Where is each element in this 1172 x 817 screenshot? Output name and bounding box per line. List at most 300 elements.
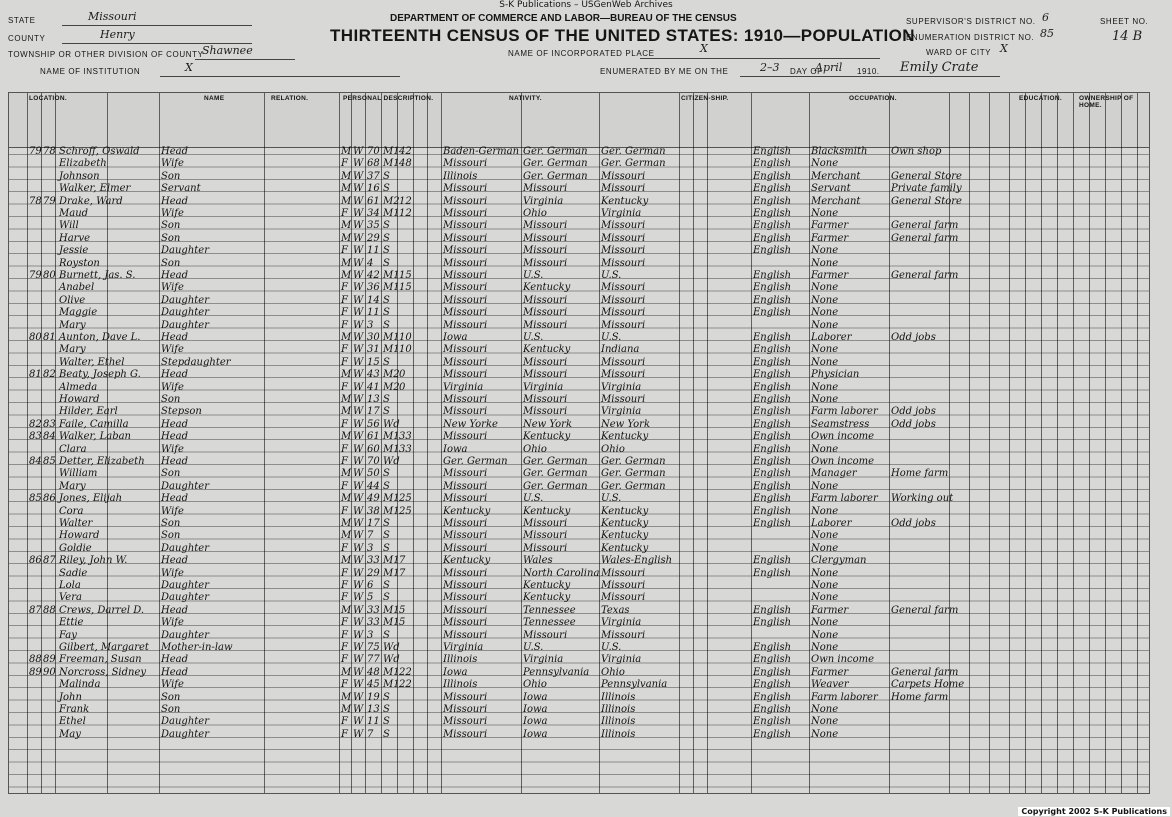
- cell-mborn: Ger. German: [601, 480, 666, 492]
- cell-yrs: 10: [399, 344, 412, 356]
- cell-fborn: Missouri: [523, 406, 568, 418]
- cell-race: W: [353, 604, 364, 616]
- cell-age: 3: [367, 319, 374, 331]
- ward-value: X: [1000, 42, 1008, 55]
- table-row: [9, 730, 1149, 742]
- cell-lang: English: [753, 170, 792, 182]
- cell-name: Malinda: [59, 679, 101, 691]
- incorporated-value: X: [700, 42, 708, 55]
- cell-race: W: [353, 208, 364, 219]
- cell-born: Missouri: [443, 431, 488, 443]
- cell-name: Freeman, Susan: [59, 654, 142, 666]
- cell-age: 61: [367, 431, 380, 443]
- cell-sex: F: [341, 679, 348, 691]
- cell-trade: Weaver: [811, 679, 849, 691]
- cell-trade: Farm laborer: [811, 493, 878, 505]
- enumerated-line: [740, 76, 1000, 77]
- cell-sex: M: [341, 146, 352, 157]
- cell-name: Cora: [59, 505, 84, 517]
- cell-race: W: [353, 195, 364, 207]
- cell-fam: 78: [43, 146, 56, 157]
- cell-fborn: Missouri: [523, 307, 568, 319]
- cell-lang: English: [753, 654, 792, 666]
- cell-born: Iowa: [443, 666, 468, 678]
- cell-ms: S: [383, 480, 390, 492]
- cell-mborn: U.S.: [601, 270, 622, 281]
- cell-yrs: 12: [399, 208, 412, 219]
- cell-age: 42: [367, 270, 380, 281]
- cell-yrs: 22: [399, 666, 412, 678]
- cell-born: Missouri: [443, 406, 488, 418]
- cell-trade: Farmer: [811, 232, 849, 244]
- sheet-label: SHEET NO.: [1100, 17, 1149, 26]
- column-header-band: [9, 93, 1149, 148]
- cell-fborn: Pennsylvania: [523, 666, 590, 678]
- cell-born: Missouri: [443, 629, 488, 641]
- cell-age: 35: [367, 220, 380, 232]
- cell-dw: 87: [29, 604, 42, 616]
- cell-trade: None: [811, 728, 839, 740]
- cell-name: Beaty, Joseph G.: [59, 369, 141, 381]
- cell-fborn: Kentucky: [523, 431, 571, 443]
- cell-mborn: Missouri: [601, 232, 646, 244]
- cell-rel: Head: [161, 418, 189, 430]
- cell-lang: English: [753, 232, 792, 244]
- cell-rel: Mother-in-law: [161, 642, 233, 653]
- cell-race: W: [353, 232, 364, 244]
- cell-sex: M: [341, 518, 352, 529]
- cell-lang: English: [753, 505, 792, 517]
- cell-trade: None: [811, 307, 839, 319]
- cell-ms: M1: [383, 604, 400, 616]
- cell-lang: English: [753, 270, 792, 281]
- cell-fam: 83: [43, 418, 56, 430]
- cell-sex: F: [341, 319, 348, 331]
- cell-lang: English: [753, 431, 792, 443]
- cell-ms: M1: [383, 443, 400, 455]
- cell-born: Missouri: [443, 344, 488, 356]
- cell-name: Royston: [59, 257, 100, 269]
- cell-name: Riley, John W.: [59, 555, 128, 567]
- cell-born: Missouri: [443, 567, 488, 579]
- cell-ms: S: [383, 245, 390, 257]
- cell-trade: Farm laborer: [811, 691, 878, 703]
- col-nativity: NATIVITY.: [509, 95, 542, 102]
- census-table: [8, 92, 1150, 794]
- cell-mborn: Kentucky: [601, 518, 649, 529]
- cell-fborn: Missouri: [523, 232, 568, 244]
- cell-age: 19: [367, 691, 380, 703]
- cell-mborn: U.S.: [601, 493, 622, 505]
- cell-ms: S: [383, 257, 390, 269]
- cell-lang: English: [753, 679, 792, 691]
- cell-age: 43: [367, 369, 380, 381]
- cell-lang: English: [753, 332, 792, 343]
- cell-age: 34: [367, 208, 380, 219]
- cell-mborn: U.S.: [601, 332, 622, 343]
- cell-ms: M1: [383, 431, 400, 443]
- incorporated-line: [640, 58, 880, 59]
- cell-trade: None: [811, 257, 839, 269]
- cell-race: W: [353, 319, 364, 331]
- cell-sex: F: [341, 294, 348, 306]
- cell-fborn: Virginia: [523, 195, 564, 207]
- cell-rel: Daughter: [161, 629, 209, 641]
- cell-fborn: Missouri: [523, 183, 568, 195]
- cell-yrs: 0: [399, 369, 406, 381]
- cell-rel: Head: [161, 493, 189, 505]
- cell-name: Walter, Ethel: [59, 356, 125, 368]
- cell-sex: F: [341, 617, 348, 629]
- cell-race: W: [353, 418, 364, 430]
- cell-fborn: Missouri: [523, 542, 568, 554]
- cell-mborn: Illinois: [601, 728, 636, 740]
- cell-trade: None: [811, 704, 839, 715]
- cell-trade: Seamstress: [811, 418, 870, 430]
- cell-ms: M2: [383, 195, 400, 207]
- cell-sex: M: [341, 604, 352, 616]
- enumerator-signature: Emily Crate: [900, 60, 979, 75]
- cell-age: 48: [367, 666, 380, 678]
- cell-yrs: 5: [399, 617, 406, 629]
- cell-ms: S: [383, 580, 390, 591]
- cell-rel: Stepson: [161, 406, 202, 418]
- cell-ind: Home farm: [891, 468, 949, 480]
- cell-rel: Head: [161, 555, 189, 567]
- cell-ms: M2: [383, 381, 400, 393]
- cell-trade: Clergyman: [811, 555, 867, 567]
- cell-ms: M2: [383, 369, 400, 381]
- cell-yrs: 15: [399, 270, 412, 281]
- cell-rel: Head: [161, 604, 189, 616]
- cell-rel: Wife: [161, 443, 184, 455]
- cell-born: Missouri: [443, 468, 488, 480]
- cell-sex: F: [341, 158, 348, 170]
- cell-mborn: Illinois: [601, 691, 636, 703]
- cell-ind: General Store: [891, 195, 962, 207]
- cell-mborn: Missouri: [601, 394, 646, 405]
- cell-name: Lola: [59, 580, 81, 591]
- cell-born: Baden-German: [443, 146, 520, 157]
- cell-lang: English: [753, 443, 792, 455]
- cell-born: Missouri: [443, 493, 488, 505]
- cell-age: 16: [367, 183, 380, 195]
- cell-sex: F: [341, 480, 348, 492]
- cell-rel: Head: [161, 369, 189, 381]
- cell-sex: F: [341, 728, 348, 740]
- cell-yrs: 10: [399, 332, 412, 343]
- cell-ind: General farm: [891, 232, 959, 244]
- cell-born: Missouri: [443, 232, 488, 244]
- institution-label: NAME OF INSTITUTION: [40, 67, 141, 76]
- col-occupation: OCCUPATION.: [849, 95, 897, 102]
- cell-lang: English: [753, 394, 792, 405]
- cell-age: 49: [367, 493, 380, 505]
- ward-label: WARD OF CITY: [926, 48, 992, 57]
- cell-name: Detter, Elizabeth: [59, 456, 145, 467]
- col-location: LOCATION.: [29, 95, 67, 102]
- cell-trade: Own income: [811, 431, 875, 443]
- cell-fborn: Missouri: [523, 257, 568, 269]
- cell-born: Illinois: [443, 170, 478, 182]
- cell-born: Kentucky: [443, 505, 491, 517]
- cell-mborn: Virginia: [601, 617, 642, 629]
- cell-race: W: [353, 530, 364, 542]
- cell-race: W: [353, 220, 364, 232]
- cell-rel: Daughter: [161, 728, 209, 740]
- cell-sex: F: [341, 716, 348, 728]
- cell-race: W: [353, 170, 364, 182]
- supervisor-label: SUPERVISOR'S DISTRICT NO.: [906, 17, 1036, 26]
- cell-sex: M: [341, 369, 352, 381]
- cell-mborn: Ohio: [601, 443, 625, 455]
- cell-race: W: [353, 270, 364, 281]
- cell-fam: 86: [43, 493, 56, 505]
- cell-trade: None: [811, 617, 839, 629]
- cell-ms: M1: [383, 505, 400, 517]
- cell-ms: M1: [383, 666, 400, 678]
- cell-sex: M: [341, 468, 352, 480]
- cell-fborn: Kentucky: [523, 344, 571, 356]
- cell-lang: English: [753, 642, 792, 653]
- cell-rel: Head: [161, 654, 189, 666]
- cell-ms: S: [383, 232, 390, 244]
- day-label: DAY OF: [790, 67, 823, 76]
- cell-lang: English: [753, 418, 792, 430]
- cell-yrs: 42: [399, 146, 412, 157]
- col-education: EDUCATION.: [1019, 95, 1062, 102]
- cell-ind: Home farm: [891, 691, 949, 703]
- cell-trade: None: [811, 505, 839, 517]
- cell-lang: English: [753, 704, 792, 715]
- cell-dw: 84: [29, 456, 42, 467]
- cell-age: 7: [367, 728, 374, 740]
- cell-age: 77: [367, 654, 380, 666]
- cell-race: W: [353, 356, 364, 368]
- cell-mborn: Ger. German: [601, 146, 666, 157]
- cell-mborn: Wales-English: [601, 555, 673, 567]
- cell-rel: Wife: [161, 344, 184, 356]
- cell-rel: Head: [161, 456, 189, 467]
- enumerated-month: April: [815, 61, 843, 74]
- cell-fborn: Ohio: [523, 443, 547, 455]
- cell-name: Aunton, Dave L.: [59, 332, 141, 343]
- cell-dw: 80: [29, 332, 42, 343]
- cell-born: Missouri: [443, 480, 488, 492]
- enum-district-label: ENUMERATION DISTRICT NO.: [906, 33, 1035, 42]
- cell-born: Virginia: [443, 642, 484, 653]
- cell-trade: None: [811, 542, 839, 554]
- cell-name: Almeda: [59, 381, 98, 393]
- cell-age: 6: [367, 580, 374, 591]
- cell-name: Maud: [59, 208, 89, 219]
- cell-age: 31: [367, 344, 380, 356]
- cell-lang: English: [753, 158, 792, 170]
- cell-ms: M1: [383, 555, 400, 567]
- cell-rel: Wife: [161, 208, 184, 219]
- cell-sex: M: [341, 530, 352, 542]
- cell-trade: None: [811, 282, 839, 294]
- cell-race: W: [353, 183, 364, 195]
- cell-fborn: Kentucky: [523, 580, 571, 591]
- cell-race: W: [353, 654, 364, 666]
- cell-race: W: [353, 617, 364, 629]
- cell-yrs: 7: [399, 555, 406, 567]
- cell-age: 70: [367, 456, 380, 467]
- census-year: 1910.: [857, 67, 880, 76]
- cell-age: 29: [367, 567, 380, 579]
- cell-trade: Own income: [811, 654, 875, 666]
- cell-born: Missouri: [443, 518, 488, 529]
- cell-born: Illinois: [443, 654, 478, 666]
- cell-fborn: Tennessee: [523, 617, 576, 629]
- cell-race: W: [353, 332, 364, 343]
- cell-race: W: [353, 704, 364, 715]
- cell-lang: English: [753, 468, 792, 480]
- cell-yrs: 0: [399, 381, 406, 393]
- col-personal: PERSONAL DESCRIPTION.: [343, 95, 434, 102]
- cell-ms: S: [383, 728, 390, 740]
- cell-age: 17: [367, 518, 380, 529]
- cell-name: William: [59, 468, 98, 480]
- cell-mborn: Ohio: [601, 666, 625, 678]
- cell-race: W: [353, 394, 364, 405]
- col-relation: RELATION.: [271, 95, 309, 102]
- cell-trade: None: [811, 356, 839, 368]
- cell-fborn: Iowa: [523, 704, 548, 715]
- cell-ms: M1: [383, 270, 400, 281]
- cell-name: Gilbert, Margaret: [59, 642, 149, 653]
- cell-ms: M1: [383, 146, 400, 157]
- cell-mborn: Missouri: [601, 183, 646, 195]
- cell-fborn: U.S.: [523, 493, 544, 505]
- cell-rel: Stepdaughter: [161, 356, 231, 368]
- cell-age: 7: [367, 530, 374, 542]
- cell-trade: Farmer: [811, 666, 849, 678]
- cell-sex: M: [341, 666, 352, 678]
- cell-mborn: Indiana: [601, 344, 640, 356]
- cell-trade: None: [811, 480, 839, 492]
- cell-sex: M: [341, 493, 352, 505]
- cell-rel: Son: [161, 518, 181, 529]
- cell-age: 11: [367, 245, 380, 257]
- cell-name: Sadie: [59, 567, 88, 579]
- cell-age: 5: [367, 592, 374, 604]
- cell-mborn: Missouri: [601, 220, 646, 232]
- cell-age: 30: [367, 332, 380, 343]
- cell-lang: English: [753, 716, 792, 728]
- cell-fam: 87: [43, 555, 56, 567]
- cell-ms: M1: [383, 208, 400, 219]
- cell-fborn: U.S.: [523, 332, 544, 343]
- cell-trade: None: [811, 592, 839, 604]
- cell-race: W: [353, 282, 364, 294]
- institution-value: X: [185, 61, 193, 74]
- cell-dw: 79: [29, 146, 42, 157]
- cell-born: Missouri: [443, 394, 488, 405]
- cell-ms: S: [383, 294, 390, 306]
- cell-rel: Daughter: [161, 542, 209, 554]
- cell-mborn: Virginia: [601, 208, 642, 219]
- enum-district-value: 85: [1040, 27, 1054, 40]
- cell-mborn: Kentucky: [601, 530, 649, 542]
- cell-mborn: Missouri: [601, 307, 646, 319]
- cell-mborn: Pennsylvania: [601, 679, 668, 691]
- cell-rel: Son: [161, 704, 181, 715]
- cell-rel: Son: [161, 220, 181, 232]
- cell-fborn: Ger. German: [523, 146, 588, 157]
- cell-rel: Son: [161, 468, 181, 480]
- cell-born: Iowa: [443, 332, 468, 343]
- cell-race: W: [353, 456, 364, 467]
- cell-ms: M1: [383, 617, 400, 629]
- cell-age: 41: [367, 381, 380, 393]
- cell-race: W: [353, 505, 364, 517]
- cell-trade: None: [811, 245, 839, 257]
- cell-trade: Farm laborer: [811, 406, 878, 418]
- cell-fborn: Iowa: [523, 716, 548, 728]
- township-value: Shawnee: [202, 44, 253, 57]
- cell-fborn: Kentucky: [523, 282, 571, 294]
- cell-fborn: Missouri: [523, 356, 568, 368]
- cell-name: John: [59, 691, 82, 703]
- cell-fborn: Iowa: [523, 728, 548, 740]
- cell-race: W: [353, 443, 364, 455]
- cell-trade: None: [811, 642, 839, 653]
- col-citizenship: CITIZEN-SHIP.: [681, 95, 729, 102]
- cell-sex: M: [341, 431, 352, 443]
- cell-yrs: 15: [399, 282, 412, 294]
- cell-lang: English: [753, 307, 792, 319]
- cell-ms: S: [383, 356, 390, 368]
- cell-yrs: 48: [399, 158, 412, 170]
- cell-sex: M: [341, 406, 352, 418]
- copyright-notice: Copyright 2002 S-K Publications: [1018, 807, 1170, 816]
- cell-born: Missouri: [443, 319, 488, 331]
- cell-ind: Private family: [891, 183, 962, 195]
- cell-mborn: Missouri: [601, 294, 646, 306]
- cell-mborn: Kentucky: [601, 431, 649, 443]
- cell-born: Iowa: [443, 443, 468, 455]
- cell-mborn: U.S.: [601, 642, 622, 653]
- cell-name: Walker, Elmer: [59, 183, 131, 195]
- cell-fam: 90: [43, 666, 56, 678]
- cell-name: Goldie: [59, 542, 92, 554]
- cell-trade: None: [811, 580, 839, 591]
- cell-lang: English: [753, 195, 792, 207]
- cell-trade: None: [811, 394, 839, 405]
- cell-mborn: Kentucky: [601, 505, 649, 517]
- cell-lang: English: [753, 456, 792, 467]
- county-value: Henry: [100, 28, 135, 41]
- cell-fborn: Wales: [523, 555, 553, 567]
- cell-fborn: U.S.: [523, 642, 544, 653]
- cell-name: Walter: [59, 518, 93, 529]
- cell-sex: F: [341, 592, 348, 604]
- cell-race: W: [353, 158, 364, 170]
- cell-rel: Head: [161, 270, 189, 281]
- cell-fam: 88: [43, 604, 56, 616]
- cell-trade: Manager: [811, 468, 857, 480]
- cell-name: Mary: [59, 319, 86, 331]
- cell-yrs: 25: [399, 505, 412, 517]
- cell-born: Missouri: [443, 542, 488, 554]
- cell-born: Missouri: [443, 158, 488, 170]
- cell-sex: M: [341, 195, 352, 207]
- cell-ms: Wd: [383, 418, 400, 430]
- cell-age: 75: [367, 642, 380, 653]
- cell-lang: English: [753, 294, 792, 306]
